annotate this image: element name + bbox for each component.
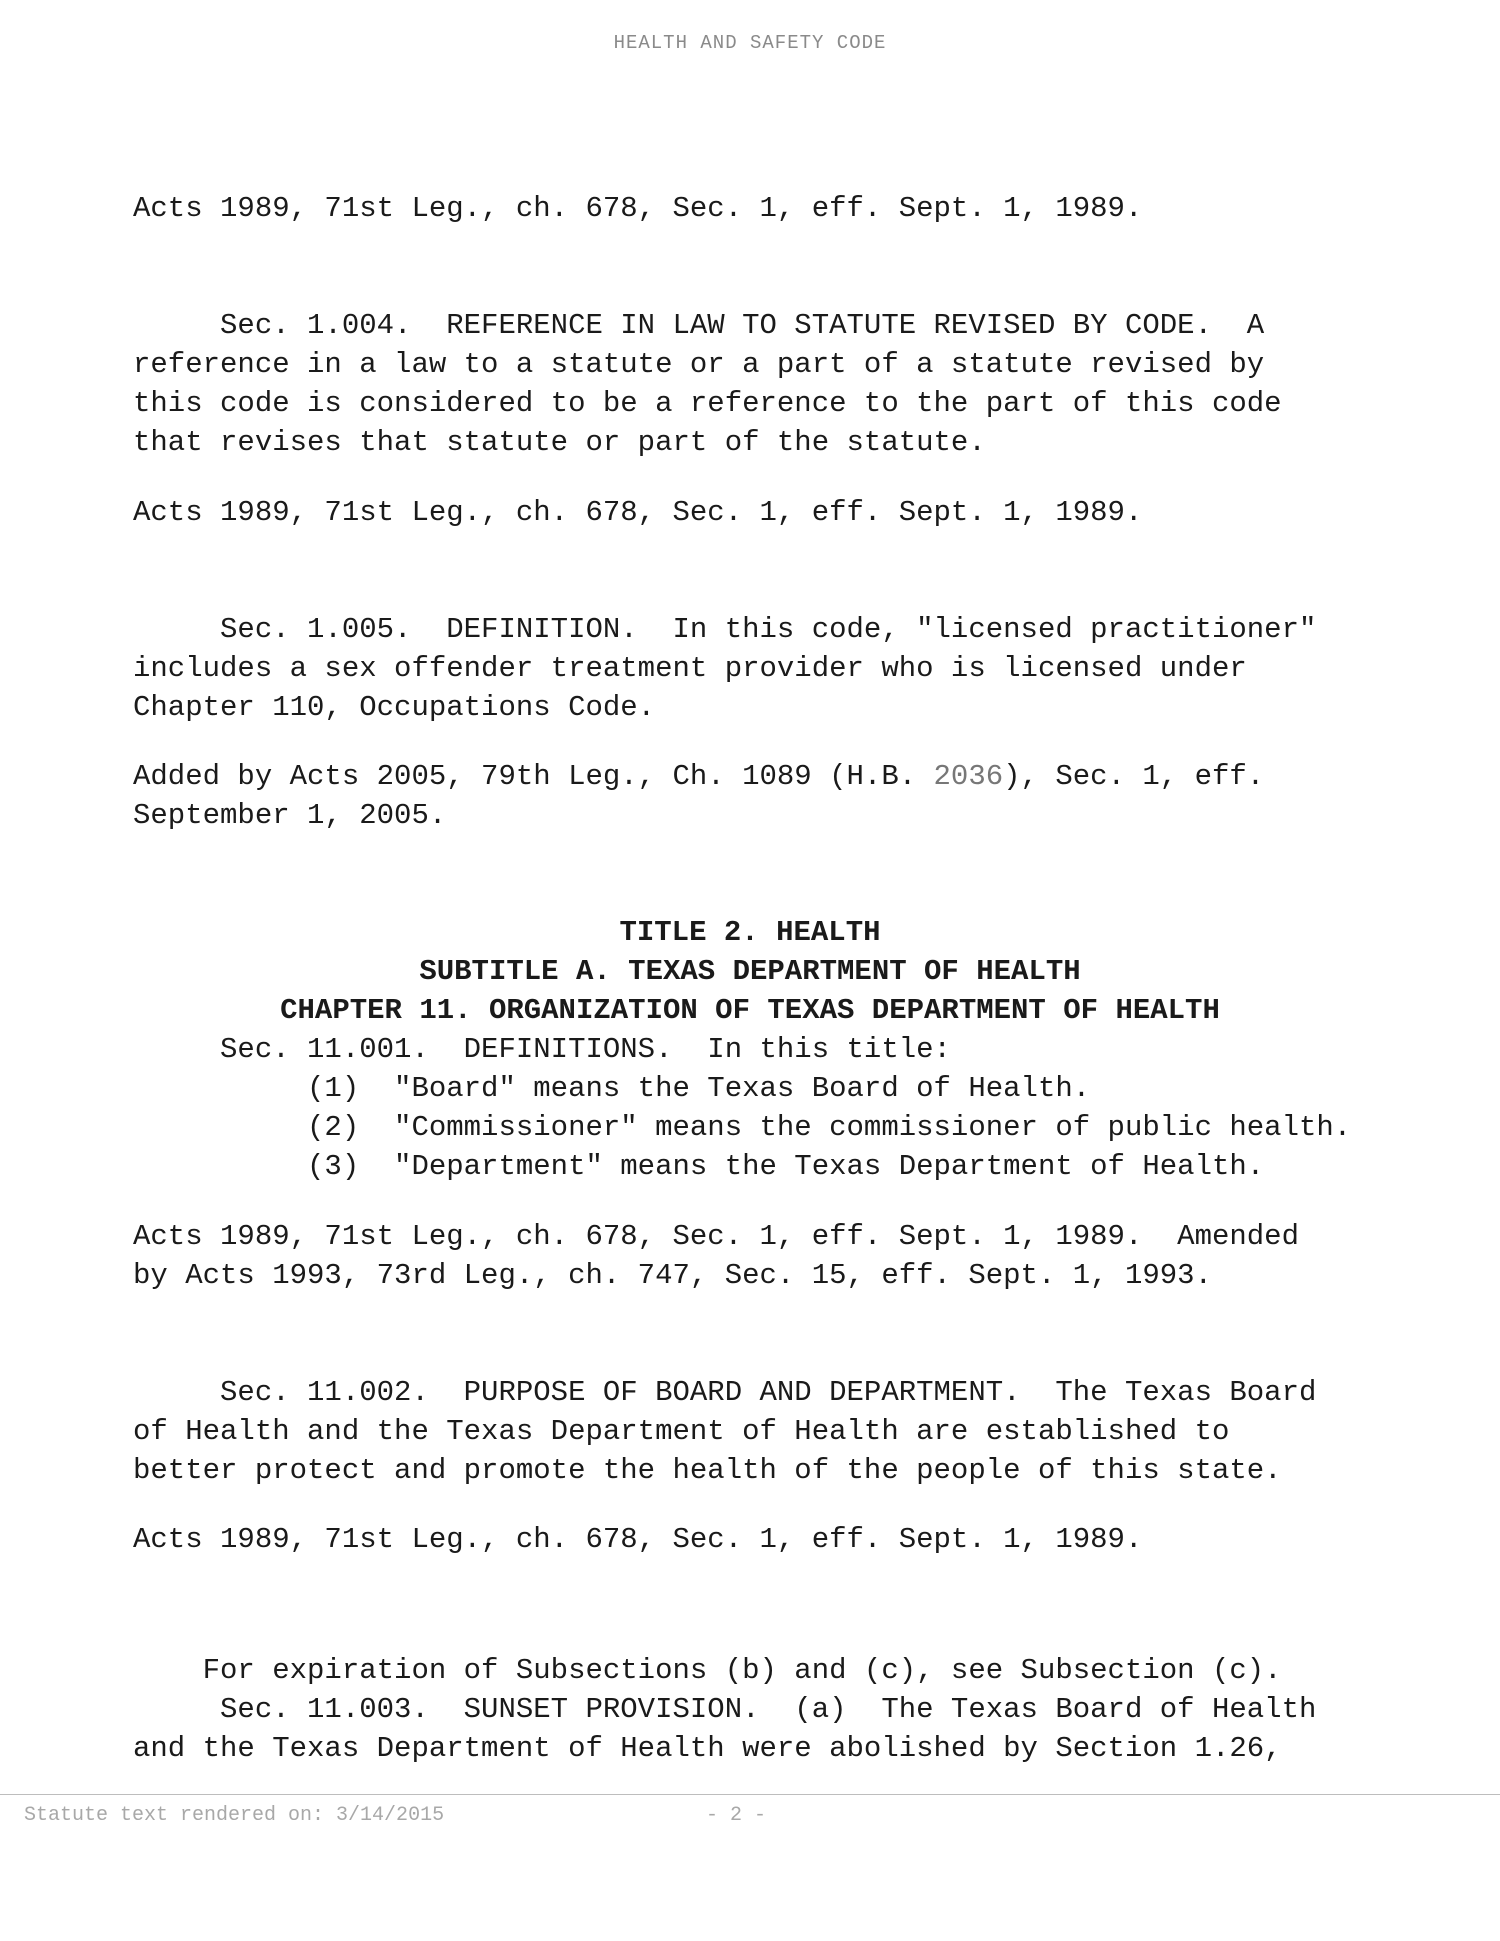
expiration-note: For expiration of Subsections (b) and (c), see Subsection (c). [133, 1654, 1282, 1687]
section-heading-11-003: Sec. 11.003. SUNSET PROVISION. (a) The Texas Board of Health [133, 1693, 1317, 1726]
section-text: that revises that statute or part of the statute. [133, 426, 986, 459]
source-note: Acts 1989, 71st Leg., ch. 678, Sec. 1, eff. Sept. 1, 1989. [133, 496, 1143, 529]
running-head: HEALTH AND SAFETY CODE [613, 32, 887, 54]
section-heading-1-004: Sec. 1.004. REFERENCE IN LAW TO STATUTE REVISED BY CODE. A [133, 309, 1265, 342]
chapter-heading: CHAPTER 11. ORGANIZATION OF TEXAS DEPARTMENT OF HEALTH [280, 994, 1220, 1027]
source-note: by Acts 1993, 73rd Leg., ch. 747, Sec. 15, eff. Sept. 1, 1993. [133, 1259, 1212, 1292]
section-text: and the Texas Department of Health were abolished by Section 1.26, [133, 1732, 1282, 1765]
section-heading-1-005: Sec. 1.005. DEFINITION. In this code, "licensed practitioner" [133, 613, 1317, 646]
section-text: Chapter 110, Occupations Code. [133, 691, 656, 724]
source-note-text: ), Sec. 1, eff. [1003, 760, 1265, 793]
section-heading-11-002: Sec. 11.002. PURPOSE OF BOARD AND DEPARTMENT. The Texas Board [133, 1376, 1317, 1409]
section-heading-11-001: Sec. 11.001. DEFINITIONS. In this title: [133, 1033, 951, 1066]
source-note-text: Added by Acts 2005, 79th Leg., Ch. 1089 (H.B. [133, 760, 934, 793]
section-text: includes a sex offender treatment provider who is licensed under [133, 652, 1247, 685]
source-note: September 1, 2005. [133, 799, 447, 832]
definition-item: (3) "Department" means the Texas Department of Health. [133, 1150, 1265, 1183]
footer-divider [0, 1794, 1500, 1795]
source-note: Acts 1989, 71st Leg., ch. 678, Sec. 1, eff. Sept. 1, 1989. [133, 1523, 1143, 1556]
section-text: reference in a law to a statute or a part of a statute revised by [133, 348, 1265, 381]
source-note [133, 757, 1264, 796]
subtitle-heading: SUBTITLE A. TEXAS DEPARTMENT OF HEALTH [419, 955, 1081, 988]
footer-rendered-date: Statute text rendered on: 3/14/2015 [24, 1804, 445, 1827]
section-text: this code is considered to be a reference to the part of this code [133, 387, 1282, 420]
page-number: - 2 - [706, 1804, 767, 1827]
source-note: Acts 1989, 71st Leg., ch. 678, Sec. 1, eff. Sept. 1, 1989. [133, 192, 1143, 225]
title-heading: TITLE 2. HEALTH [619, 916, 881, 949]
source-note: Acts 1989, 71st Leg., ch. 678, Sec. 1, eff. Sept. 1, 1989. Amended [133, 1220, 1299, 1253]
definition-item: (1) "Board" means the Texas Board of Health. [133, 1072, 1091, 1105]
section-text: of Health and the Texas Department of Health are established to [133, 1415, 1230, 1448]
section-text: better protect and promote the health of the people of this state. [133, 1454, 1282, 1487]
bill-link[interactable]: 2036 [933, 760, 1004, 793]
definition-item: (2) "Commissioner" means the commissioner of public health. [133, 1111, 1352, 1144]
